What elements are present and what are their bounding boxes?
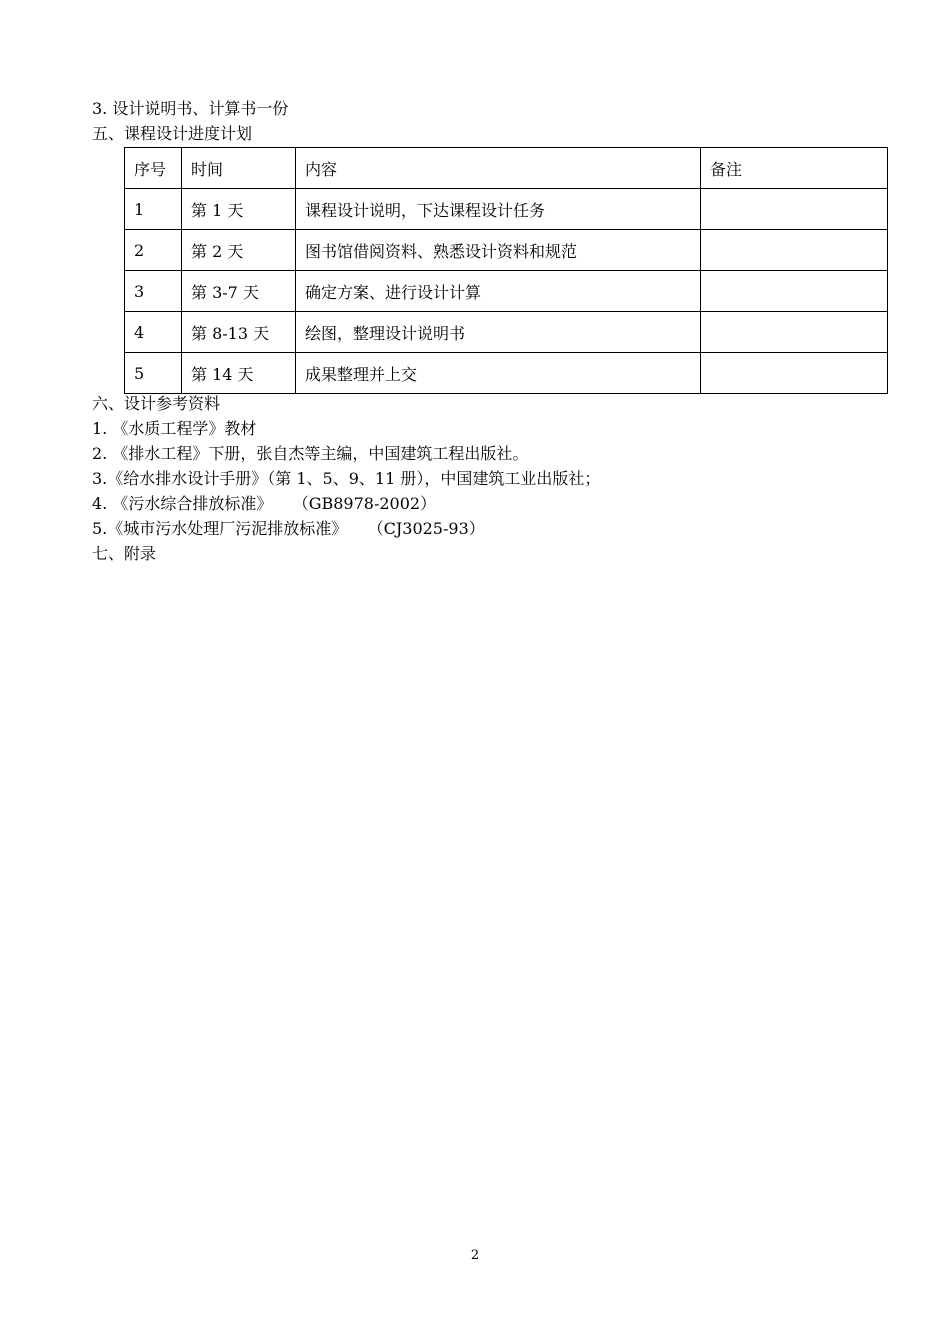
schedule-table [124,147,888,394]
cell-content: 课程设计说明，下达课程设计任务 [296,189,701,230]
header-cell-content: 内容 [296,148,701,189]
table-row [125,189,888,230]
reference-item-4: 4. 《污水综合排放标准》 （GB8978-2002） [92,494,437,513]
table-row [125,353,888,394]
cell-content: 确定方案、进行设计计算 [296,271,701,312]
reference-item-3: 3.《给水排水设计手册》（第 1、5、9、11 册），中国建筑工业出版社； [92,469,601,488]
cell-note [701,271,888,312]
reference-item-5: 5.《城市污水处理厂污泥排放标准》 （CJ3025-93） [92,519,485,538]
header-cell-note: 备注 [701,148,888,189]
page-number: 2 [470,1248,480,1263]
deliverable-item-3: 3. 设计说明书、计算书一份 [92,99,289,118]
header-cell-no: 序号 [125,148,182,189]
reference-item-1: 1. 《水质工程学》教材 [92,419,257,438]
cell-note [701,312,888,353]
cell-note [701,230,888,271]
cell-note [701,189,888,230]
cell-time: 第 2 天 [182,230,296,271]
cell-content: 成果整理并上交 [296,353,701,394]
cell-time: 第 14 天 [182,353,296,394]
table-header-row [125,148,888,189]
table-row [125,230,888,271]
cell-content: 绘图，整理设计说明书 [296,312,701,353]
section-5-heading: 五、课程设计进度计划 [92,124,253,143]
header-cell-time: 时间 [182,148,296,189]
table-row [125,271,888,312]
reference-item-2: 2. 《排水工程》下册，张自杰等主编，中国建筑工程出版社。 [92,444,529,463]
cell-no: 1 [125,189,182,230]
table-row [125,312,888,353]
section-6-heading: 六、设计参考资料 [92,394,221,413]
cell-no: 3 [125,271,182,312]
cell-no: 2 [125,230,182,271]
cell-time: 第 1 天 [182,189,296,230]
cell-content: 图书馆借阅资料、熟悉设计资料和规范 [296,230,701,271]
cell-no: 5 [125,353,182,394]
cell-note [701,353,888,394]
cell-no: 4 [125,312,182,353]
cell-time: 第 8-13 天 [182,312,296,353]
cell-time: 第 3-7 天 [182,271,296,312]
section-7-heading: 七、附录 [92,544,157,563]
